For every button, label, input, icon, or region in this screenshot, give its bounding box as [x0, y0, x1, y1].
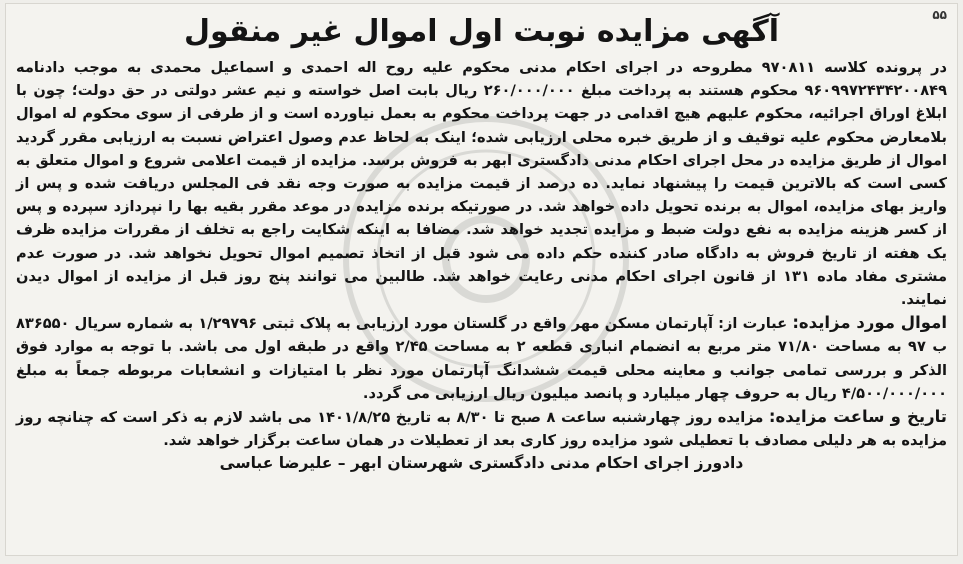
page-number: ۵۵ — [932, 8, 947, 22]
property-paragraph — [16, 311, 947, 405]
date-text: مزایده روز چهارشنبه ساعت ۸ صبح تا ۸/۳۰ به تاریخ ۱۴۰۱/۸/۲۵ می باشد لازم به ذکر است که چنانچه روز مزایده به هر دلیلی مصادف با تعطیلی شود مزایده روز کاری بعد از تعطیلات در همان ساعت برگزار خواهد شد. — [16, 409, 947, 450]
newspaper-clipping — [5, 3, 958, 556]
notice-body — [16, 56, 947, 476]
signature-line: دادورز اجرای احکام مدنی دادگستری شهرستان ابهر – علیرضا عباسی — [219, 454, 744, 473]
property-label: اموال مورد مزایده: — [792, 313, 947, 333]
date-label: تاریخ و ساعت مزایده: — [768, 407, 947, 427]
notice-title: آگهی مزایده نوبت اول اموال غیر منقول — [183, 14, 780, 49]
intro-paragraph: در پرونده کلاسه ۹۷۰۸۱۱ مطروحه در اجرای احکام مدنی محکوم علیه روح اله احمدی و اسماعیل محمدی به موجب دادنامه ۹۶۰۹۹۷۲۴۳۴۲۰۰۸۴۹ محکوم هستند به پرداخت مبلغ ۲۶۰/۰۰۰/۰۰۰ ریال بابت اصل خواسته و نیم عشر دولتی در حق دولت؛ چون با ابلاغ اوراق اجرائیه، محکوم علیهم هیچ اقدامی در جهت پرداخت محکوم به بعمل نیاورده است و از طرفی از سوی محکوم له اموال بلامعارض محکوم علیه توقیف و از طریق خبره محلی ارزیابی شده؛ اینک به لحاظ عدم وصول اعتراض نسبت به ارزیابی مقرر گردید اموال از طریق مزایده در محل اجرای احکام مدنی دادگستری ابهر به فروش برسد. مزایده از قیمت اعلامی شروع و اموال متعلق به کسی است که بالاترین قیمت را پیشنهاد نماید. ده درصد از قیمت مزایده به صورت وجه نقد فی المجلس دریافت شده و پس از واریز بهای مزایده، اموال به برنده تحویل داده خواهد شد. در صورتیکه برنده مزایده در موعد مقرر بقیه بها را نپردازد سپرده و پس از کسر هزینه مزایده به نفع دولت ضبط و مزایده تجدید خواهد شد. مضافا به اینکه شکایت راجع به تخلف از مقررات مزایده ظرف یک هفته از تاریخ فروش به دادگاه صادر کننده حکم داده می شود قبل از اتخاذ تصمیم اموال تحویل نخواهد شد. در صورت عدم مشتری مفاد ماده ۱۳۱ از قانون اجرای احکام مدنی رعایت خواهد شد. طالبین می توانند پنج روز قبل از مزایده از اموال دیدن نمایند. — [16, 59, 947, 309]
property-text: عبارت از: آپارتمان مسکن مهر واقع در گلستان مورد ارزیابی به پلاک ثبتی ۱/۲۹۷۹۶ به شماره سریال ۸۳۶۵۵۰ ب ۹۷ به مساحت ۷۱/۸۰ متر مربع به انضمام انباری قطعه ۲ به مساحت ۲/۴۵ واقع در طبقه اول می باشد. با توجه به موارد فوق الذکر و بررسی تمامی جوانب و معاینه محلی قیمت ششدانگ آپارتمان مورد نظر با امتیازات و انشعابات مربوطه جمعاً به مبلغ ۴/۵۰۰/۰۰۰/۰۰۰ ریال به حروف چهار میلیارد و پانصد میلیون ریال ارزیابی می گردد. — [16, 315, 947, 402]
date-paragraph — [16, 405, 947, 452]
